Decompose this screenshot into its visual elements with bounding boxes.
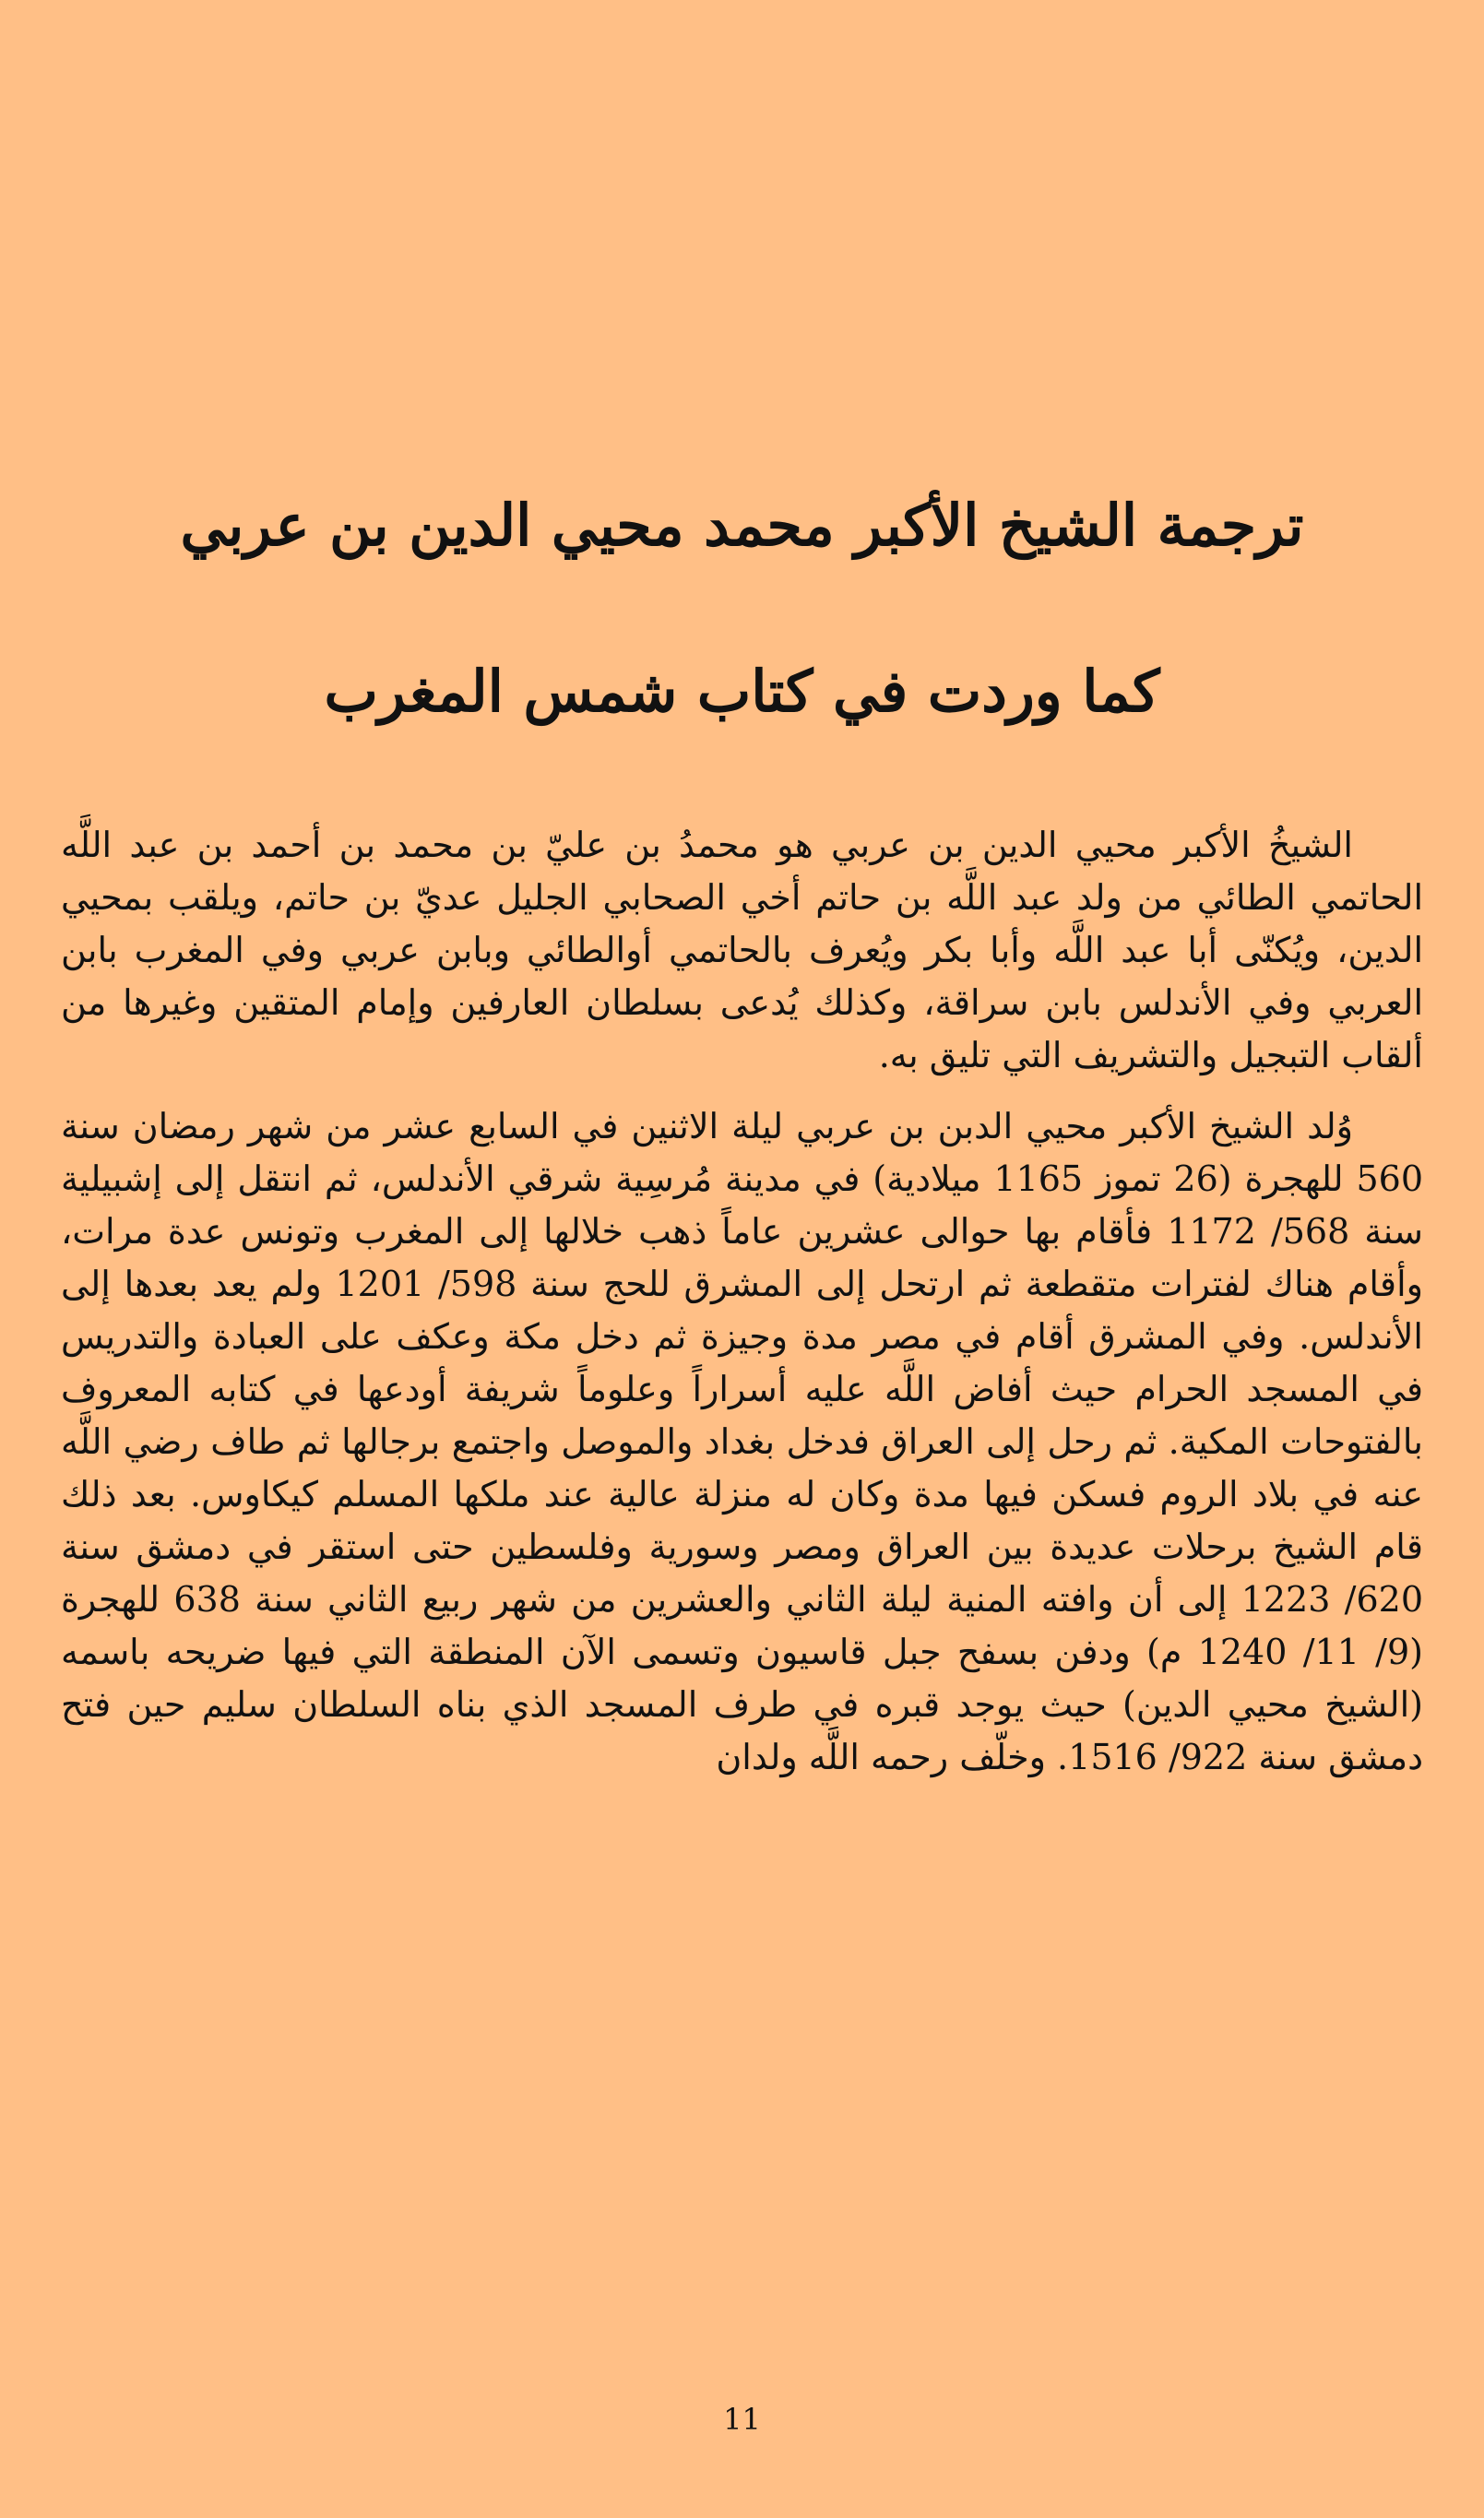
paragraph-2: وُلد الشيخ الأكبر محيي الدبن بن عربي ليلة الاثنين في السابع عشر من شهر رمضان سنة 560 للهجرة (26 تموز 1165 ميلادية) في مدينة مُرسِية شرقي الأندلس، ثم انتقل إلى إشبيلية سنة 568/ 1172 فأقام بها حوالى عشرين عاماً ذهب خلالها إلى المغرب وتونس عدة مرات، وأقام هناك لفترات متقطعة ثم ارتحل إلى المشرق للحج سنة 598/ 1201 ولم يعد بعدها إلى الأندلس. وفي المشرق أقام في مصر مدة وجيزة ثم دخل مكة وعكف على العبادة والتدريس في المسجد الحرام حيث أفاض اللَّه عليه أسراراً وعلوماً شريفة أودعها في كتابه المعروف بالفتوحات المكية. ثم رحل إلى العراق فدخل بغداد والموصل واجتمع برجالها ثم طاف رضي اللَّه عنه في بلاد الروم فسكن فيها مدة وكان له منزلة عالية عند ملكها المسلم كيكاوس. بعد ذلك قام الشيخ برحلات عديدة بين العراق ومصر وسورية وفلسطين حتى استقر في دمشق سنة 620/ 1223 إلى أن وافته المنية ليلة الثاني والعشرين من شهر ربيع الثاني سنة 638 للهجرة (9/ 11/ 1240 م) ودفن بسفح جبل قاسيون وتسمى الآن المنطقة التي فيها ضريحه باسمه (الشيخ محيي الدين) حيث يوجد قبره في طرف المسجد الذي بناه السلطان سليم حين فتح دمشق سنة 922/ 1516. وخلّف رحمه اللَّه ولدان <box>61 1106 1424 1777</box>
page-number: 11 <box>723 2402 761 2437</box>
title-line-1: ترجمة الشيخ الأكبر محمد محيي الدين بن عربي <box>180 492 1304 559</box>
title-line-2: كما وردت في كتاب شمس المغرب <box>324 658 1160 725</box>
body-text <box>61 819 1423 1784</box>
paragraph-1: الشيخُ الأكبر محيي الدين بن عربي هو محمدُ بن عليّ بن محمد بن أحمد بن عبد اللَّه الحاتمي الطائي من ولد عبد اللَّه بن حاتم أخي الصحابي الجليل عديّ بن حاتم، ويلقب بمحيي الدين، ويُكنّى أبا عبد اللَّه وأبا بكر ويُعرف بالحاتمي أوالطائي وبابن عربي وفي المغرب بابن العربي وفي الأندلس بابن سراقة، وكذلك يُدعى بسلطان العارفين وإمام المتقين وغيرها من ألقاب التبجيل والتشريف التي تليق به. <box>61 825 1424 1075</box>
